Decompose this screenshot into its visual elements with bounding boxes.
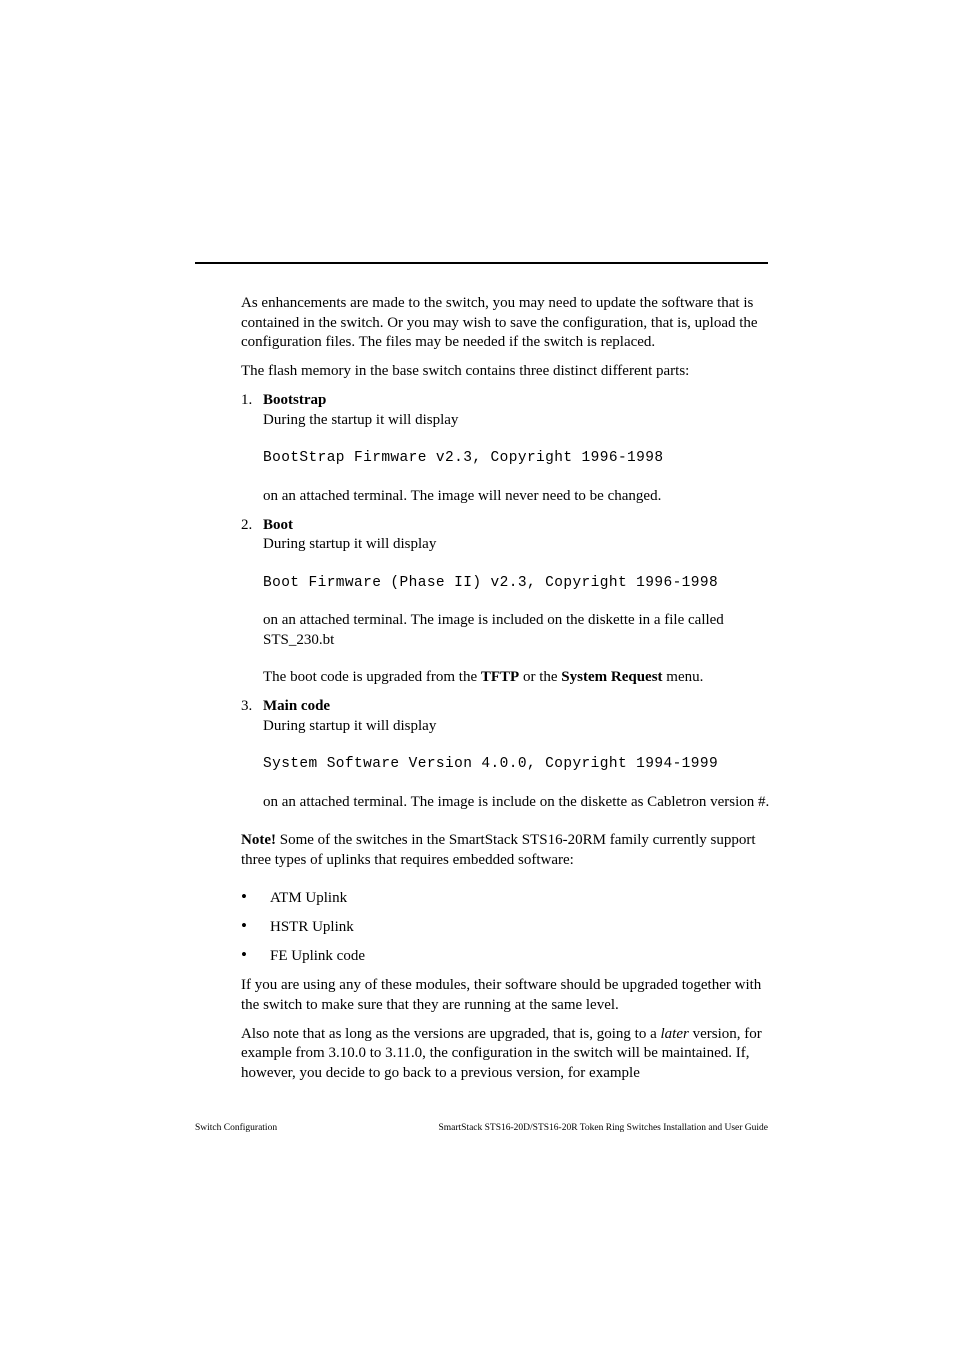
list-item-bootstrap [241,391,771,506]
list-item: • HSTR Uplink [241,916,354,935]
later-emphasis: later [660,1025,689,1042]
intro-paragraph-1: As enhancements are made to the switch, you may need to update the software that is contained in the switch. Or you may wish to save the configuration, that is, upload the configuration files. The files may be needed if the switch is replaced. [241,295,758,350]
item-lead: During startup it will display [263,717,437,734]
list-item-main-code [241,697,771,812]
code-line: BootStrap Firmware v2.3, Copyright 1996-1998 [263,450,664,466]
footer-document-title: SmartStack STS16-20D/STS16-20R Token Ring Switches Installation and User Guide [438,1123,768,1133]
item-title: Boot [263,516,293,533]
code-line: Boot Firmware (Phase II) v2.3, Copyright 1996-1998 [263,574,719,591]
header-rule [195,262,768,264]
item-lead: During the startup it will display [263,411,459,428]
list-item: • FE Uplink code [241,945,365,964]
item-after: on an attached terminal. The image is include on the diskette as Cabletron version #. [263,793,770,810]
bullet-icon: • [241,945,247,964]
intro-paragraph-2: The flash memory in the base switch contains three distinct different parts: [241,363,690,379]
item-number: 3. [241,698,253,714]
item-after: on an attached terminal. The image will never need to be changed. [263,487,662,504]
note-label: Note! [241,832,276,848]
item-after: on an attached terminal. The image is included on the diskette in a file called STS_230.bt [263,612,724,648]
item-number: 1. [241,392,253,408]
item-lead: During startup it will display [263,536,437,552]
closing-paragraph-2: Also note that as long as the versions are upgraded, that is, going to a later version, for example from 3.10.0 to 3.11.0, the configuration in the switch will be maintained. If, however, you decide to go back to a previous version, for example [241,1025,762,1081]
closing-paragraph-1: If you are using any of these modules, their software should be upgraded together with the switch to make sure that they are running at the same level. [241,977,762,1013]
bullet-icon: • [241,887,247,906]
item-number: 2. [241,516,253,533]
note-paragraph: Note! Some of the switches in the SmartStack STS16-20RM family currently support three types of uplinks that requires embedded software: [241,832,756,868]
tftp-term: TFTP [480,669,520,685]
page-content [241,294,771,1093]
item-title: Main code [263,698,331,714]
footer-section-title: Switch Configuration [195,1123,278,1133]
item-extra: The boot code is upgraded from the TFTP or the System Request menu. [263,669,704,685]
system-request-term: System Request [561,669,663,685]
list-item: • ATM Uplink [241,887,348,906]
code-line: System Software Version 4.0.0, Copyright 1994-1999 [263,756,719,772]
bullet-icon: • [241,916,247,935]
list-item-boot [241,516,771,688]
item-title: Bootstrap [263,392,327,408]
uplink-list [241,889,771,967]
